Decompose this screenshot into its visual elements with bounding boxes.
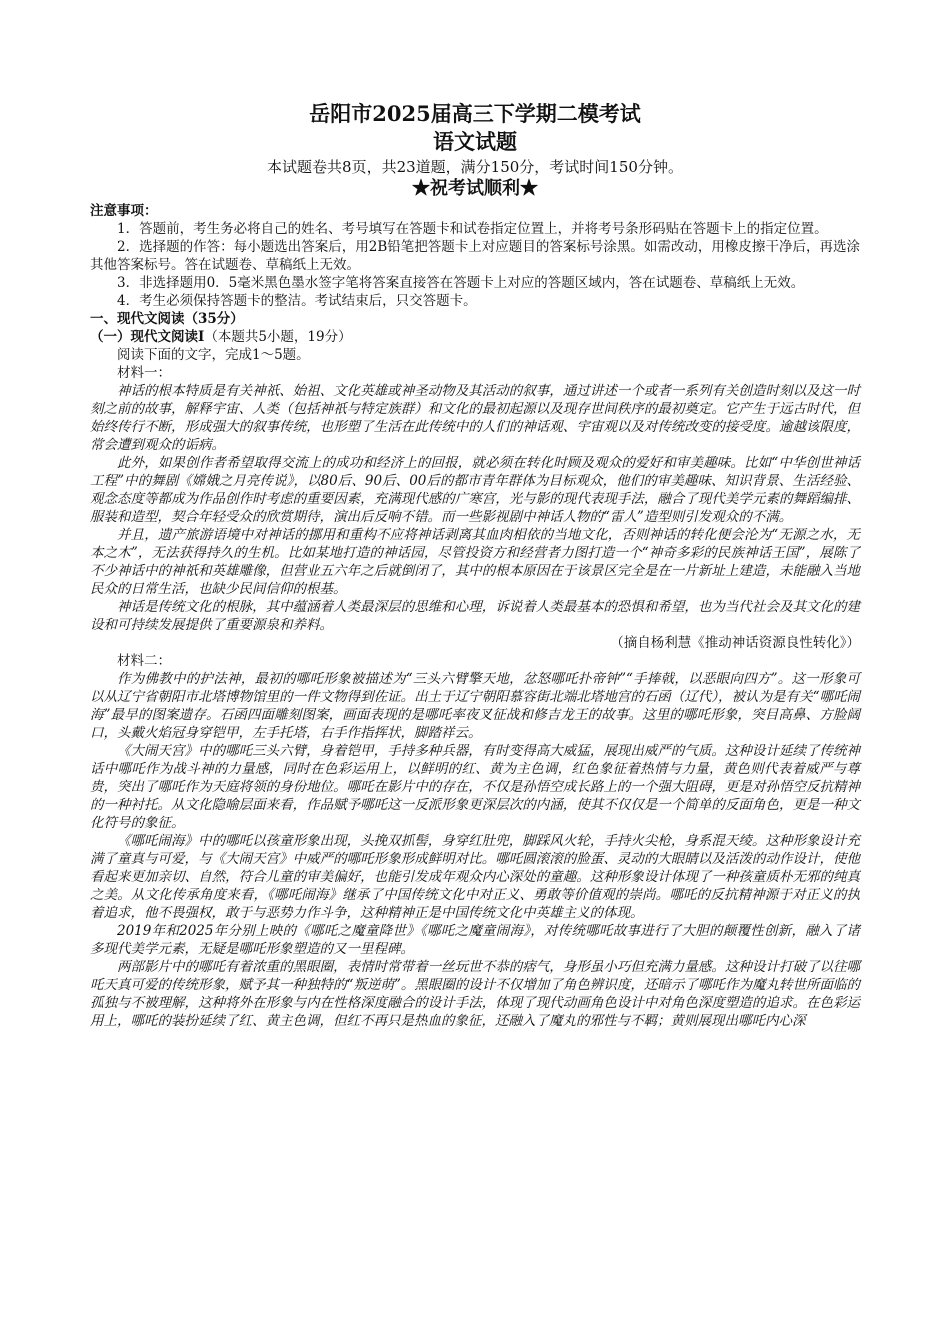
material-paragraph: 神话是传统文化的根脉，其中蕴涵着人类最深层的思维和心理，诉说着人类最基本的恐惧和希望，也为当代社会及其文化的建设和可持续发展提供了重要源泉和养料。 (90, 599, 860, 633)
notice-item: 1．答题前，考生务必将自己的姓名、考号填写在答题卡和试卷指定位置上，并将考号条形码贴在答题卡上的指定位置。 (117, 221, 828, 237)
page-subtitle: 语文试题 (433, 129, 517, 154)
notice-heading: 注意事项： (90, 203, 158, 219)
material-paragraph: 神话的根本特质是有关神祇、始祖、文化英雄或神圣动物及其活动的叙事，通过讲述一个或者一系列有关创造时刻以及这一时刻之前的故事，解释宇宙、人类（包括神祇与特定族群）和文化的最初起源以及现存世间秩序的最初奠定。它产生于远古时代，但始终传行不断，形成强大的叙事传统，也形塑了生活在此传统中的人们的神话观、宇宙观以及对传统改变的接受度。逾越该限度，常会遭到观众的诟病。 (90, 383, 860, 453)
subsection-title: （一）现代文阅读Ⅰ (90, 329, 205, 345)
good-luck-banner: ★祝考试顺利★ (412, 178, 538, 199)
section-heading: 一、现代文阅读（35分） (90, 311, 244, 327)
material-label: 材料一： (117, 365, 171, 381)
exam-page (90, 100, 860, 1030)
material-paragraph: 《大闹天宫》中的哪吒三头六臂，身着铠甲，手持多种兵器，有时变得高大威猛，展现出威严的气质。这种设计延续了传统神话中哪吒作为战斗神的力量感，同时在色彩运用上，以鲜明的红、黄为主色调，红色象征着热情与力量，黄色则代表着威严与尊贵，突出了哪吒作为天庭将领的身份地位。哪吒在影片中的存在，不仅是孙悟空成长路上的一个强大阻碍，更是对孙悟空反抗精神的一种衬托。从文化隐喻层面来看，作品赋予哪吒这一反派形象更深层次的内涵，使其不仅仅是一个简单的反面角色，更是一种文化符号的象征。 (90, 743, 860, 831)
subsection-heading (90, 328, 860, 346)
material-paragraph: 2019年和2025年分别上映的《哪吒之魔童降世》《哪吒之魔童闹海》，对传统哪吒故事进行了大胆的颠覆性创新，融入了诸多现代美学元素，无疑是哪吒形象塑造的又一里程碑。 (90, 923, 860, 957)
notice-item: 4．考生必须保持答题卡的整洁。考试结束后，只交答题卡。 (117, 293, 477, 309)
material-paragraph: 《哪吒闹海》中的哪吒以孩童形象出现，头挽双抓髻，身穿红肚兜，脚踩风火轮，手持火尖枪，身系混天绫。这种形象设计充满了童真与可爱，与《大闹天宫》中威严的哪吒形象形成鲜明对比。哪吒圆滚滚的脸蛋、灵动的大眼睛以及活泼的动作设计，使他看起来更加亲切、自然，符合儿童的审美偏好，也能引发成年观众内心深处的童趣。这种形象设计体现了一种孩童质朴无邪的纯真之美。从文化传承角度来看，《哪吒闹海》继承了中国传统文化中对正义、勇敢等价值观的崇尚。哪吒的反抗精神源于对正义的执着追求，他不畏强权，敢于与恶势力作斗争，这种精神正是中国传统文化中英雄主义的体现。 (90, 833, 860, 921)
page-title: 岳阳市2025届高三下学期二模考试 (309, 101, 641, 126)
material-paragraph: 两部影片中的哪吒有着浓重的黑眼圈，表情时常带着一丝玩世不恭的痞气，身形虽小巧但充满力量感。这种设计打破了以往哪吒天真可爱的传统形象，赋予其一种独特的“叛逆萌”。黑眼圈的设计不仅增加了角色辨识度，还暗示了哪吒作为魔丸转世所面临的孤独与不被理解，这种将外在形象与内在性格深度融合的设计手法，体现了现代动画角色设计中对角色深度塑造的追求。在色彩运用上，哪吒的装扮延续了红、黄主色调，但红不再只是热血的象征，还融入了魔丸的邪性与不羁；黄则展现出哪吒内心深 (90, 959, 860, 1029)
subsection-score: （本题共5小题，19分） (204, 329, 352, 345)
exam-info: 本试题卷共8页，共23道题，满分150分，考试时间150分钟。 (267, 158, 683, 176)
material-paragraph: 作为佛教中的护法神，最初的哪吒形象被描述为“三头六臂擎天地，忿怒哪吒扑帝钟”“手捧戟，以恶眼向四方”。这一形象可以从辽宁省朝阳市北塔博物馆里的一件文物得到佐证。出土于辽宁朝阳慕容街北端北塔地宫的石函（辽代），被认为是有关“哪吒闹海”最早的图案遗存。石函四面雕刻图案，画面表现的是哪吒率夜叉征战和修吉龙王的故事。这里的哪吒形象，突目高鼻、方脸阔口，头戴火焰冠身穿铠甲，左手托塔，右手作指挥状，脚踏祥云。 (90, 671, 860, 741)
material-paragraph: 并且，遗产旅游语境中对神话的挪用和重构不应将神话剥离其血肉相依的当地文化，否则神话的转化便会沦为“无源之水，无本之木”，无法获得持久的生机。比如某地打造的神话园，尽管投资方和经营者力图打造一个“神奇多彩的民族神话王国”，展陈了不少神话中的神祇和英雄雕像，但营业五六年之后就倒闭了，其中的根本原因在于该景区完全是在一片新址上建造，未能融入当地民众的日常生活，也缺少民间信仰的根基。 (90, 527, 860, 597)
notice-item: 2．选择题的作答：每小题选出答案后，用2B铅笔把答题卡上对应题目的答案标号涂黑。如需改动，用橡皮擦干净后，再选涂其他答案标号。答在试题卷、草稿纸上无效。 (90, 239, 860, 273)
notice-item: 3．非选择题用0．5毫米黑色墨水签字笔将答案直接答在答题卡上对应的答题区域内，答在试题卷、草稿纸上无效。 (117, 275, 805, 291)
reading-instruction: 阅读下面的文字，完成1～5题。 (117, 347, 310, 363)
material-source: （摘自杨利慧《推动神话资源良性转化》） (610, 635, 860, 651)
material-paragraph: 此外，如果创作者希望取得交流上的成功和经济上的回报，就必须在转化时顾及观众的爱好和审美趣味。比如“中华创世神话工程”中的舞剧《嫦娥之月亮传说》，以80后、90后、00后的都市青年群体为目标观众，他们的审美趣味、知识背景、生活经验、观念态度等都成为作品创作时考虑的重要因素，充满现代感的广寒宫，光与影的现代表现手法，融合了现代美学元素的舞蹈编排、服装和造型，契合年轻受众的欣赏期待，演出后反响不错。而一些影视剧中神话人物的“雷人”造型则引发观众的不满。 (90, 455, 860, 525)
material-label: 材料二： (117, 653, 171, 669)
